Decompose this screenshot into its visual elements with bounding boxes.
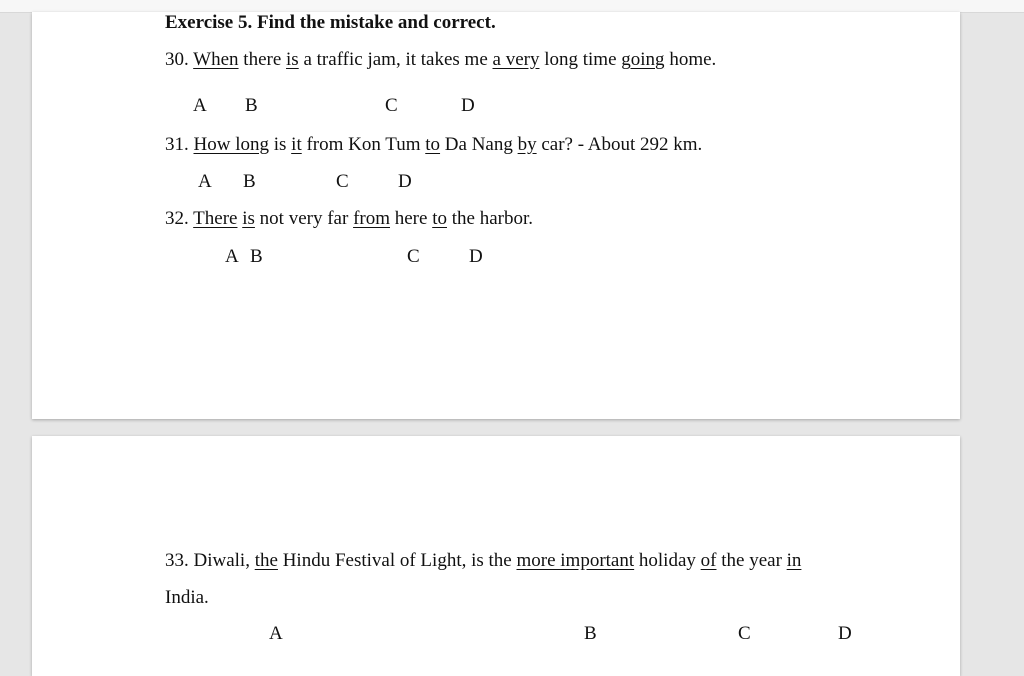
option-b-text: it [291,134,302,155]
sentence-text: here [390,208,433,229]
sentence-text: car? - About 292 km. [536,134,703,155]
label-a: A [193,95,207,116]
label-c: C [336,171,349,192]
sentence-text: Da Nang [440,134,518,155]
option-d-text: going [621,49,665,70]
option-a-text: the [254,550,278,571]
label-d: D [838,623,852,644]
sentence-text: a traffic jam, it takes me [298,49,493,70]
label-a: A [198,171,212,192]
sentence-text: the year [716,550,787,571]
option-b-text: is [242,208,255,229]
option-c-text: a very [492,49,540,70]
sentence-text: holiday [634,550,701,571]
option-c-text: from [353,208,390,229]
label-b: B [245,95,258,116]
option-a-text: When [193,49,239,70]
option-c-text: to [425,134,441,155]
document-page-2 [32,436,960,676]
option-d-text: in [786,550,802,571]
label-b: B [243,171,256,192]
option-d-text: to [432,208,447,229]
label-b: B [584,623,597,644]
label-c: C [385,95,398,116]
label-d: D [469,246,483,267]
sentence-text: there [238,49,287,70]
question-number: 30. [165,49,194,70]
option-c-text: of [700,550,717,571]
sentence-text: is [268,134,292,155]
label-c: C [738,623,751,644]
sentence-text: the harbor. [446,208,533,229]
label-c: C [407,246,420,267]
question-number: 31. [165,134,194,155]
label-d: D [461,95,475,116]
document-page-1 [32,12,960,419]
question-30 [165,49,716,71]
sentence-text: from Kon Tum [301,134,426,155]
label-a: A [225,246,239,267]
question-number: 32. [165,208,194,229]
option-b-text: is [286,49,299,70]
question-33-continued: India. [165,587,209,608]
label-d: D [398,171,412,192]
option-a-text: There [193,208,238,229]
sentence-text: home. [664,49,717,70]
question-number: 33. Diwali, [165,550,255,571]
label-a: A [269,623,283,644]
sentence-text: not very far [254,208,354,229]
question-33 [165,550,801,572]
question-31 [165,134,702,156]
sentence-text: long time [539,49,622,70]
option-b-text: more important [516,550,635,571]
option-a-text: How long [193,134,269,155]
question-32 [165,208,533,230]
sentence-text: Hindu Festival of Light, is the [277,550,517,571]
label-b: B [250,246,263,267]
option-d-text: by [517,134,537,155]
exercise-title: Exercise 5. Find the mistake and correct. [165,12,496,33]
